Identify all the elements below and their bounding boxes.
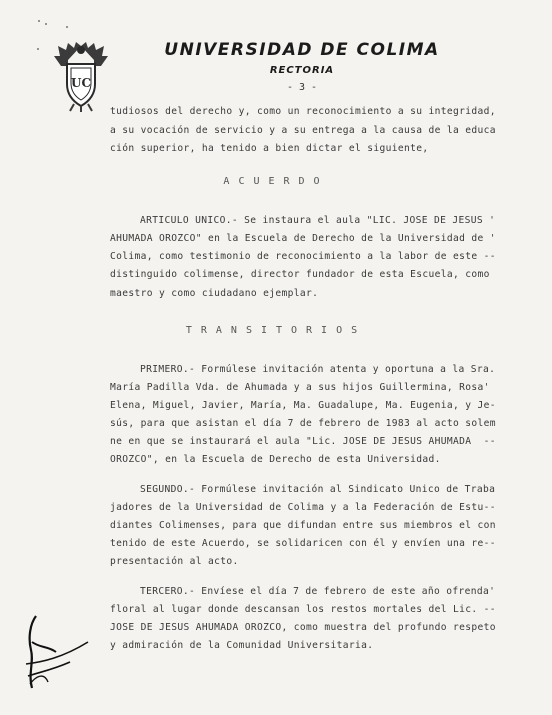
body-line: tudiosos del derecho y, como un reconocimiento a su integridad,: [110, 106, 496, 117]
body-line: SEGUNDO.- Formúlese invitación al Sindicato Unico de Traba: [140, 484, 496, 495]
body-line: ARTICULO UNICO.- Se instaura el aula "LIC. JOSE DE JESUS ': [140, 215, 496, 226]
page-number: - 3 -: [286, 82, 318, 93]
handwritten-signature-icon: [22, 612, 92, 692]
body-line: distinguido colimense, director fundador de esta Escuela, como: [110, 269, 490, 280]
office-name: RECTORIA: [269, 65, 335, 76]
body-line: y admiración de la Comunidad Universitaria.: [110, 640, 374, 651]
body-line: María Padilla Vda. de Ahumada y a sus hijos Guillermina, Rosa': [110, 382, 490, 393]
body-line: jadores de la Universidad de Colima y a la Federación de Estu--: [110, 502, 496, 513]
body-line: PRIMERO.- Formúlese invitación atenta y oportuna a la Sra.: [140, 364, 496, 375]
heading-transitorios: TRANSITORIOS: [185, 325, 367, 336]
body-line: OROZCO", en la Escuela de Derecho de esta Universidad.: [110, 454, 441, 465]
body-line: presentación al acto.: [110, 556, 239, 567]
body-line: Colima, como testimonio de reconocimiento a la labor de este --: [110, 251, 496, 262]
body-line: JOSE DE JESUS AHUMADA OROZCO, como muestra del profundo respeto: [110, 622, 496, 633]
scan-speck: [38, 20, 40, 22]
body-line: TERCERO.- Envíese el día 7 de febrero de este año ofrenda': [140, 586, 496, 597]
scan-speck: [37, 48, 39, 50]
body-line: maestro y como ciudadano ejemplar.: [110, 288, 319, 299]
university-name: UNIVERSIDAD DE COLIMA: [164, 40, 440, 60]
body-line: AHUMADA OROZCO" en la Escuela de Derecho de la Universidad de ': [110, 233, 496, 244]
heading-acuerdo: ACUERDO: [223, 176, 329, 187]
body-line: sús, para que asistan el día 7 de febrero de 1983 al acto solem: [110, 418, 496, 429]
body-line: ción superior, ha tenido a bien dictar el siguiente,: [110, 143, 429, 154]
body-line: tenido de este Acuerdo, se solidaricen con él y envíen una re--: [110, 538, 496, 549]
body-line: diantes Colimenses, para que difundan entre sus miembros el con: [110, 520, 496, 531]
scan-speck: [66, 26, 68, 28]
body-line: Elena, Miguel, Javier, María, Ma. Guadalupe, Ma. Eugenia, y Je-: [110, 400, 496, 411]
seal-monogram: UC: [70, 76, 92, 90]
body-line: floral al lugar donde descansan los restos mortales del Lic. --: [110, 604, 496, 615]
scan-speck: [45, 23, 47, 25]
body-line: ne en que se instaurará el aula "Lic. JOSE DE JESUS AHUMADA --: [110, 436, 496, 447]
university-eagle-seal-icon: [52, 40, 110, 112]
body-line: a su vocación de servicio y a su entrega a la causa de la educa: [110, 125, 496, 136]
